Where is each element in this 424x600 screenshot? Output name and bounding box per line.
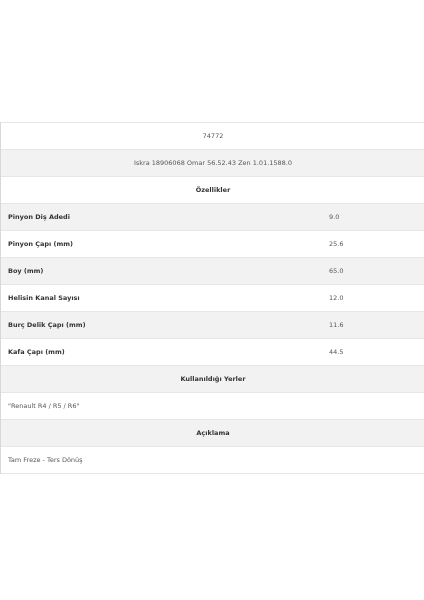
description-text: Tam Freze - Ters Dönüş bbox=[8, 456, 83, 464]
spec-row bbox=[1, 231, 424, 258]
features-title: Özellikler bbox=[195, 186, 231, 194]
usage-title: Kullanıldığı Yerler bbox=[180, 375, 246, 383]
spec-row bbox=[1, 204, 424, 231]
spec-label: Pinyon Çapı (mm) bbox=[8, 240, 73, 248]
spec-label: Pinyon Diş Adedi bbox=[8, 213, 70, 221]
description-row bbox=[1, 447, 424, 474]
cross-reference-text: Iskra 18906068 Omar 56.52.43 Zen 1.01.1588.0 bbox=[133, 159, 293, 167]
product-code-row bbox=[1, 123, 424, 150]
product-code: 74772 bbox=[202, 132, 224, 140]
spec-label: Helisin Kanal Sayısı bbox=[8, 294, 80, 302]
cross-reference-row bbox=[1, 150, 424, 177]
spec-row bbox=[1, 312, 424, 339]
features-header-row bbox=[1, 177, 424, 204]
spec-row bbox=[1, 285, 424, 312]
usage-row bbox=[1, 393, 424, 420]
spec-value: 65.0 bbox=[329, 267, 344, 275]
spec-value: 12.0 bbox=[329, 294, 344, 302]
product-info-table bbox=[0, 122, 424, 474]
spec-value: 9.0 bbox=[329, 213, 340, 221]
usage-header-row bbox=[1, 366, 424, 393]
spec-row bbox=[1, 339, 424, 366]
description-header-row bbox=[1, 420, 424, 447]
spec-value: 44.5 bbox=[329, 348, 344, 356]
spec-label: Burç Delik Çapı (mm) bbox=[8, 321, 86, 329]
spec-label: Boy (mm) bbox=[8, 267, 44, 275]
spec-label: Kafa Çapı (mm) bbox=[8, 348, 65, 356]
description-title: Açıklama bbox=[196, 429, 230, 437]
spec-row bbox=[1, 258, 424, 285]
spec-value: 11.6 bbox=[329, 321, 344, 329]
usage-text: "Renault R4 / R5 / R6" bbox=[8, 402, 80, 410]
spec-value: 25.6 bbox=[329, 240, 344, 248]
